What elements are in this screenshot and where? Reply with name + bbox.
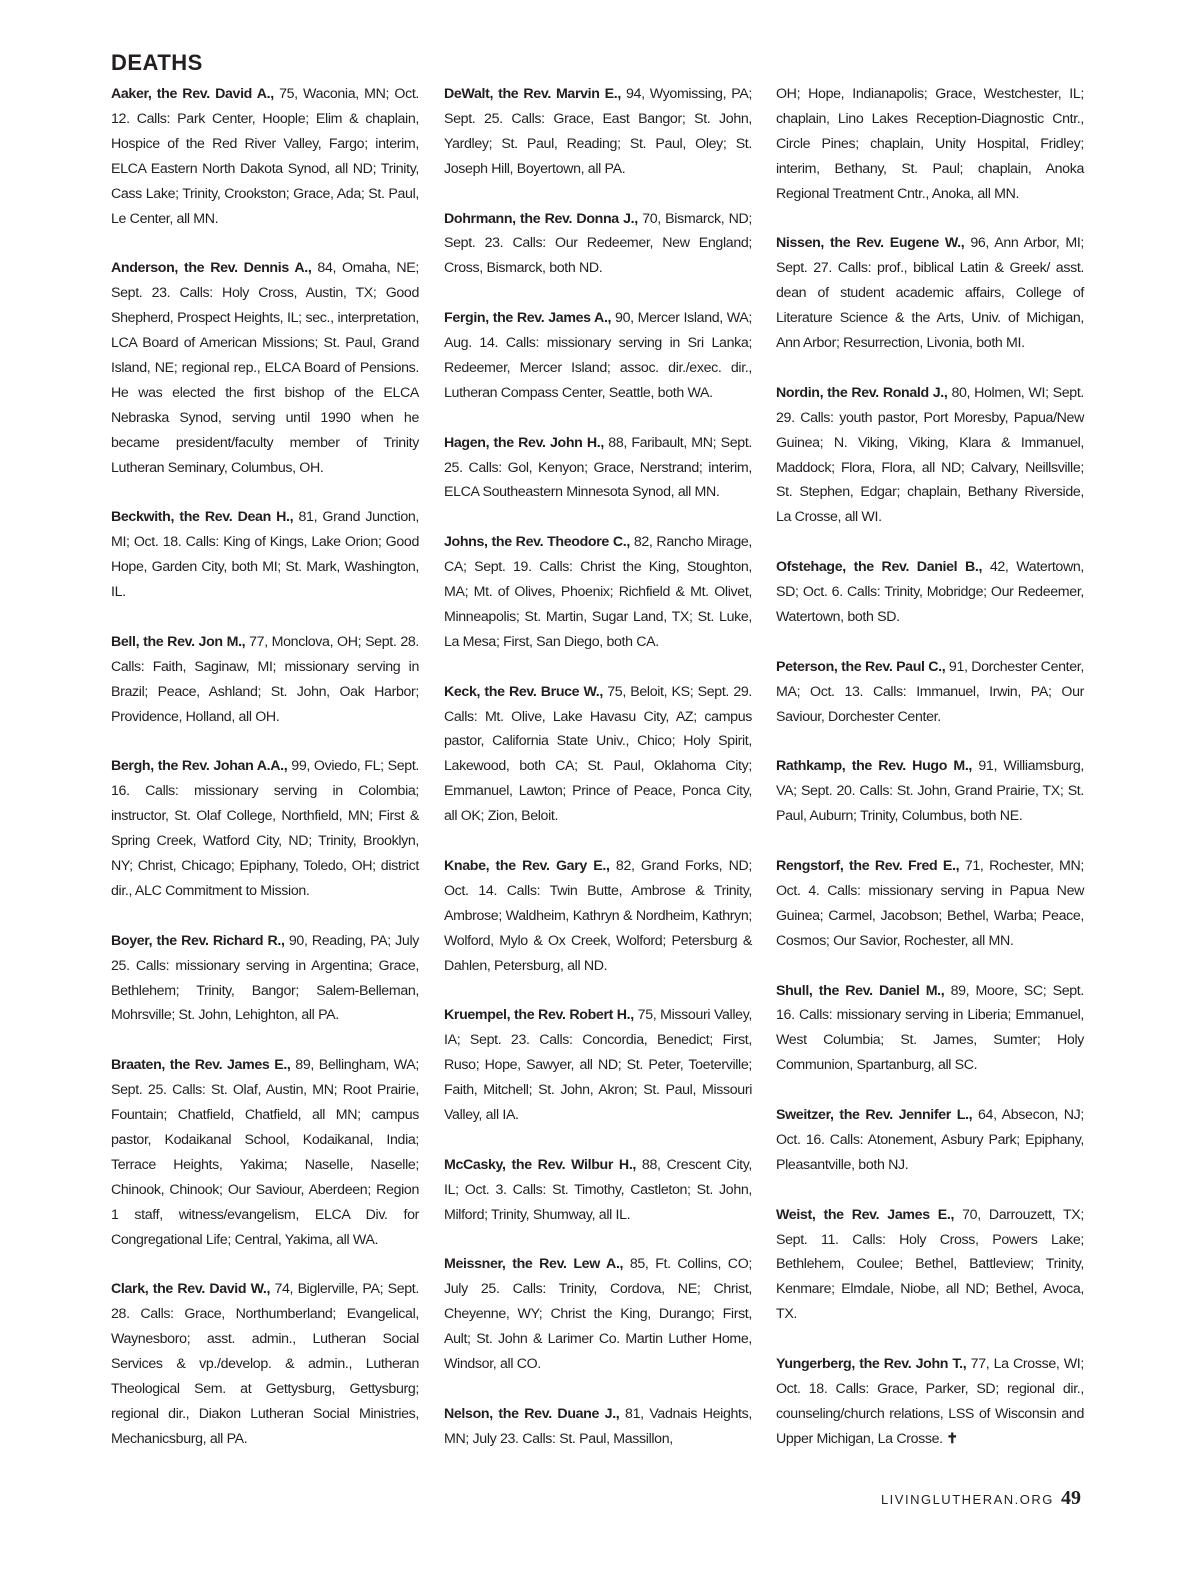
obituary-entry: [111, 1277, 419, 1451]
obituary-details: 81, Grand Junction, MI; Oct. 18. Calls: King of Kings, Lake Orion; Good Hope, Garden City, both MI; St. Mark, Washington, IL.: [111, 509, 420, 601]
obituary-details: 70, Darrouzett, TX; Sept. 11. Calls: Holy Cross, Powers Lake; Bethlehem, Coulee; Bethel, Battleview; Trinity, Kenmare; Elmdale, Niobe, all ND; Bethel, Avoca, TX.: [776, 1206, 1084, 1323]
obituary-entry: [111, 256, 419, 480]
obituary-entry: [444, 1153, 752, 1228]
obituary-details: 88, Faribault, MN; Sept. 25. Calls: Gol, Kenyon; Grace, Nerstrand; interim, ELCA Southeastern Minnesota Synod, all MN.: [444, 434, 752, 501]
section-title: DEATHS: [111, 50, 203, 75]
obituary-name: Kruempel, the Rev. Robert H.,: [444, 1007, 634, 1024]
obituary-name: Clark, the Rev. David W.,: [111, 1281, 271, 1298]
obituary-details: 74, Biglerville, PA; Sept. 28. Calls: Grace, Northumberland; Evangelical, Waynesboro; asst. admin., Lutheran Social Services & vp./develop. & admin., Lutheran Theological Sem. at Gettysburg, Gettysburg; regional dir., Diakon Lutheran Social Ministries, Mechanicsburg, all PA.: [111, 1281, 419, 1447]
obituary-name: Peterson, the Rev. Paul C.,: [776, 658, 946, 675]
obituary-name: Rathkamp, the Rev. Hugo M.,: [776, 758, 973, 775]
obituary-entry: [776, 231, 1084, 356]
obituary-details: 91, Dorchester Center, MA; Oct. 13. Calls: Immanuel, Irwin, PA; Our Saviour, Dorchester Center.: [776, 658, 1084, 725]
column-1: [111, 82, 419, 1477]
obituary-name: Anderson, the Rev. Dennis A.,: [111, 260, 312, 277]
obituary-details: 80, Holmen, WI; Sept. 29. Calls: youth pastor, Port Moresby, Papua/New Guinea; N. Viking, Viking, Klara & Immanuel, Maddock; Flora, Flora, all ND; Calvary, Neillsville; St. Stephen, Edgar; chaplain, Bethany Riverside, La Crosse, all WI.: [776, 384, 1084, 526]
obituary-details: 75, Beloit, KS; Sept. 29. Calls: Mt. Olive, Lake Havasu City, AZ; campus pastor, California State Univ., Chico; Holy Spirit, Lakewood, both CA; St. Paul, Oklahoma City; Emmanuel, Lawton; Prince of Peace, Ponca City, all OK; Zion, Beloit.: [444, 683, 752, 825]
obituary-name: Beckwith, the Rev. Dean H.,: [111, 509, 294, 526]
site-url: LIVINGLUTHERAN.ORG: [880, 1492, 1054, 1507]
obituary-details: 82, Grand Forks, ND; Oct. 14. Calls: Twin Butte, Ambrose & Trinity, Ambrose; Waldheim, Kathryn & Nordheim, Kathryn; Wolford, Mylo & Ox Creek, Wolford; Petersburg & Dahlen, Petersburg, all ND.: [444, 858, 752, 974]
obituary-entry: [111, 754, 419, 903]
obituary-name: Shull, the Rev. Daniel M.,: [776, 982, 945, 999]
obituary-details: 75, Waconia, MN; Oct. 12. Calls: Park Center, Hoople; Elim & chaplain, Hospice of the Red River Valley, Fargo; interim, ELCA Eastern North Dakota Synod, all ND; Trinity, Cass Lake; Trinity, Crookston; Grace, Ada; St. Paul, Le Center, all MN.: [111, 86, 419, 227]
obituary-details: 82, Rancho Mirage, CA; Sept. 19. Calls: Christ the King, Stoughton, MA; Mt. of Olives, Phoenix; Richfield & Mt. Olivet, Minneapolis; St. Martin, Sugar Land, TX; St. Luke, La Mesa; First, San Diego, both CA.: [444, 534, 753, 650]
obituary-entry: [444, 431, 752, 506]
obituary-entry: [776, 1103, 1084, 1178]
obituary-entry: [111, 929, 419, 1029]
obituary-name: Boyer, the Rev. Richard R.,: [111, 932, 285, 949]
obituary-entry: [444, 1402, 752, 1452]
obituary-name: Sweitzer, the Rev. Jennifer L.,: [776, 1107, 973, 1124]
page-footer: [881, 1487, 1081, 1510]
obituary-entry: [444, 306, 752, 406]
obituary-details: 64, Absecon, NJ; Oct. 16. Calls: Atonement, Asbury Park; Epiphany, Pleasantville, both NJ.: [776, 1107, 1085, 1173]
obituary-entry: [776, 381, 1084, 530]
obituary-name: Ofstehage, the Rev. Daniel B.,: [776, 559, 983, 576]
obituary-details: 99, Oviedo, FL; Sept. 16. Calls: missionary serving in Colombia; instructor, St. Olaf College, Northfield, MN; First & Spring Creek, Watford City, ND; Trinity, Brooklyn, NY; Christ, Chicago; Epiphany, Toledo, OH; district dir., ALC Commitment to Mission.: [111, 758, 420, 899]
obituary-name: Yungerberg, the Rev. John T.,: [776, 1356, 967, 1373]
obituary-name: Braaten, the Rev. James E.,: [111, 1057, 291, 1074]
obituary-name: Nelson, the Rev. Duane J.,: [444, 1405, 620, 1422]
obituary-details: 70, Bismarck, ND; Sept. 23. Calls: Our Redeemer, New England; Cross, Bismarck, both ND.: [444, 210, 753, 277]
column-2: [444, 82, 752, 1477]
obituary-entry: [776, 555, 1084, 630]
obituary-details: 77, Monclova, OH; Sept. 28. Calls: Faith, Saginaw, MI; missionary serving in Brazil; Peace, Ashland; St. John, Oak Harbor; Providence, Holland, all OH.: [111, 633, 419, 725]
obituary-details: 89, Moore, SC; Sept. 16. Calls: missionary serving in Liberia; Emmanuel, West Columbia; St. James, Sumter; Holy Communion, Spartanburg, all SC.: [776, 982, 1084, 1074]
obituary-details: 42, Watertown, SD; Oct. 6. Calls: Trinity, Mobridge; Our Redeemer, Watertown, both SD.: [776, 559, 1084, 625]
obituary-continuation: OH; Hope, Indianapolis; Grace, Westchester, IL; chaplain, Lino Lakes Reception-Diagnostic Cntr., Circle Pines; chaplain, Unity Hospital, Fridley; interim, Bethany, St. Paul; chaplain, Anoka Regional Treatment Cntr., Anoka, all MN.: [776, 86, 1084, 202]
obituary-entry: [444, 530, 752, 655]
obituary-name: Nordin, the Rev. Ronald J.,: [776, 384, 948, 401]
obituary-name: DeWalt, the Rev. Marvin E.,: [444, 86, 621, 102]
obituary-name: Knabe, the Rev. Gary E.,: [444, 858, 610, 874]
end-cross-icon: ✝: [946, 1430, 958, 1447]
obituary-entry: [776, 1203, 1084, 1328]
obituary-entry: [111, 82, 419, 231]
obituary-name: Aaker, the Rev. David A.,: [111, 86, 274, 102]
page-number: 49: [1061, 1487, 1081, 1509]
obituary-entry: [444, 680, 752, 829]
obituary-entry: [776, 754, 1084, 829]
obituary-details: 90, Reading, PA; July 25. Calls: missionary serving in Argentina; Grace, Bethlehem; Trinity, Bangor; Salem-Belleman, Mohrsville; St. John, Lehighton, all PA.: [111, 932, 419, 1024]
obituary-details: 89, Bellingham, WA; Sept. 25. Calls: St. Olaf, Austin, MN; Root Prairie, Fountain; Chatfield, Chatfield, all MN; campus pastor, Kodaikanal School, Kodaikanal, India; Terrace Heights, Yakima; Naselle, Naselle; Chinook, Chinook; Our Saviour, Aberdeen; Region 1 staff, witness/evangelism, ELCA Div. for Congregational Life; Central, Yakima, all WA.: [111, 1057, 419, 1248]
obituary-details: 96, Ann Arbor, MI; Sept. 27. Calls: prof., biblical Latin & Greek/ asst. dean of student academic affairs, College of Literature Science & the Arts, Univ. of Michigan, Ann Arbor; Resurrection, Livonia, both MI.: [776, 235, 1084, 352]
obituary-details: 84, Omaha, NE; Sept. 23. Calls: Holy Cross, Austin, TX; Good Shepherd, Prospect Heights, IL; sec., interpretation, LCA Board of American Missions; St. Paul, Grand Island, NE; regional rep., ELCA Board of Pensions. He was elected the first bishop of the ELCA Nebraska Synod, serving until 1990 when he became president/faculty member of Trinity Lutheran Seminary, Columbus, OH.: [111, 260, 419, 476]
obituary-details: 75, Missouri Valley, IA; Sept. 23. Calls: Concordia, Benedict; First, Ruso; Hope, Sawyer, all ND; St. Peter, Toeterville; Faith, Mitchell; St. John, Akron; St. Paul, Missouri Valley, all IA.: [444, 1007, 752, 1124]
obituary-entry: [111, 1053, 419, 1252]
obituary-name: Meissner, the Rev. Lew A.,: [444, 1256, 624, 1273]
column-3: [776, 82, 1084, 1477]
obituary-details: 90, Mercer Island, WA; Aug. 14. Calls: missionary serving in Sri Lanka; Redeemer, Mercer Island; assoc. dir./exec. dir., Lutheran Compass Center, Seattle, both WA.: [444, 310, 752, 401]
obituary-details: 88, Crescent City, IL; Oct. 3. Calls: St. Timothy, Castleton; St. John, Milford; Trinity, Shumway, all IL.: [444, 1156, 752, 1223]
obituary-entry: [444, 854, 752, 979]
obituary-name: Johns, the Rev. Theodore C.,: [444, 534, 630, 551]
obituary-entry: [776, 655, 1084, 730]
obituary-details: 91, Williamsburg, VA; Sept. 20. Calls: St. John, Grand Prairie, TX; St. Paul, Auburn; Trinity, Columbus, both NE.: [776, 758, 1084, 825]
obituary-entry: [444, 1003, 752, 1128]
obituary-entry: [444, 207, 752, 282]
obituary-details: 77, La Crosse, WI; Oct. 18. Calls: Grace, Parker, SD; regional dir., counseling/church relations, LSS of Wisconsin and Upper Michigan, La Crosse.: [776, 1356, 1084, 1447]
obituary-entry: [111, 505, 419, 605]
obituary-name: Nissen, the Rev. Eugene W.,: [776, 235, 965, 252]
obituary-name: Hagen, the Rev. John H.,: [444, 434, 604, 451]
obituary-entry: [776, 854, 1084, 954]
obituary-entry: [111, 630, 419, 730]
obituary-name: Bergh, the Rev. Johan A.A.,: [111, 758, 288, 775]
obituary-entry: [444, 82, 752, 182]
obituary-name: McCasky, the Rev. Wilbur H.,: [444, 1156, 637, 1173]
obituary-details: 71, Rochester, MN; Oct. 4. Calls: missionary serving in Papua New Guinea; Carmel, Jacobson; Bethel, Warba; Peace, Cosmos; Our Savior, Rochester, all MN.: [776, 858, 1084, 949]
obituary-name: Fergin, the Rev. James A.,: [444, 310, 612, 327]
obituary-name: Rengstorf, the Rev. Fred E.,: [776, 858, 960, 874]
obituary-name: Bell, the Rev. Jon M.,: [111, 633, 246, 650]
obituary-details: 81, Vadnais Heights, MN; July 23. Calls: St. Paul, Massillon,: [444, 1405, 752, 1447]
obituary-details: 85, Ft. Collins, CO; July 25. Calls: Trinity, Cordova, NE; Christ, Cheyenne, WY; Christ the King, Durango; First, Ault; St. John & Larimer Co. Martin Luther Home, Windsor, all CO.: [444, 1256, 752, 1373]
obituary-details: 94, Wyomissing, PA; Sept. 25. Calls: Grace, East Bangor; St. John, Yardley; St. Paul, Reading; St. Paul, Oley; St. Joseph Hill, Boyertown, all PA.: [444, 86, 752, 177]
obituary-entry: [776, 1352, 1084, 1452]
obituary-name: Dohrmann, the Rev. Donna J.,: [444, 210, 638, 227]
obituary-name: Weist, the Rev. James E.,: [776, 1206, 955, 1223]
obituary-name: Keck, the Rev. Bruce W.,: [444, 683, 603, 700]
obituary-entry: [776, 979, 1084, 1079]
obituary-entry: [444, 1252, 752, 1377]
